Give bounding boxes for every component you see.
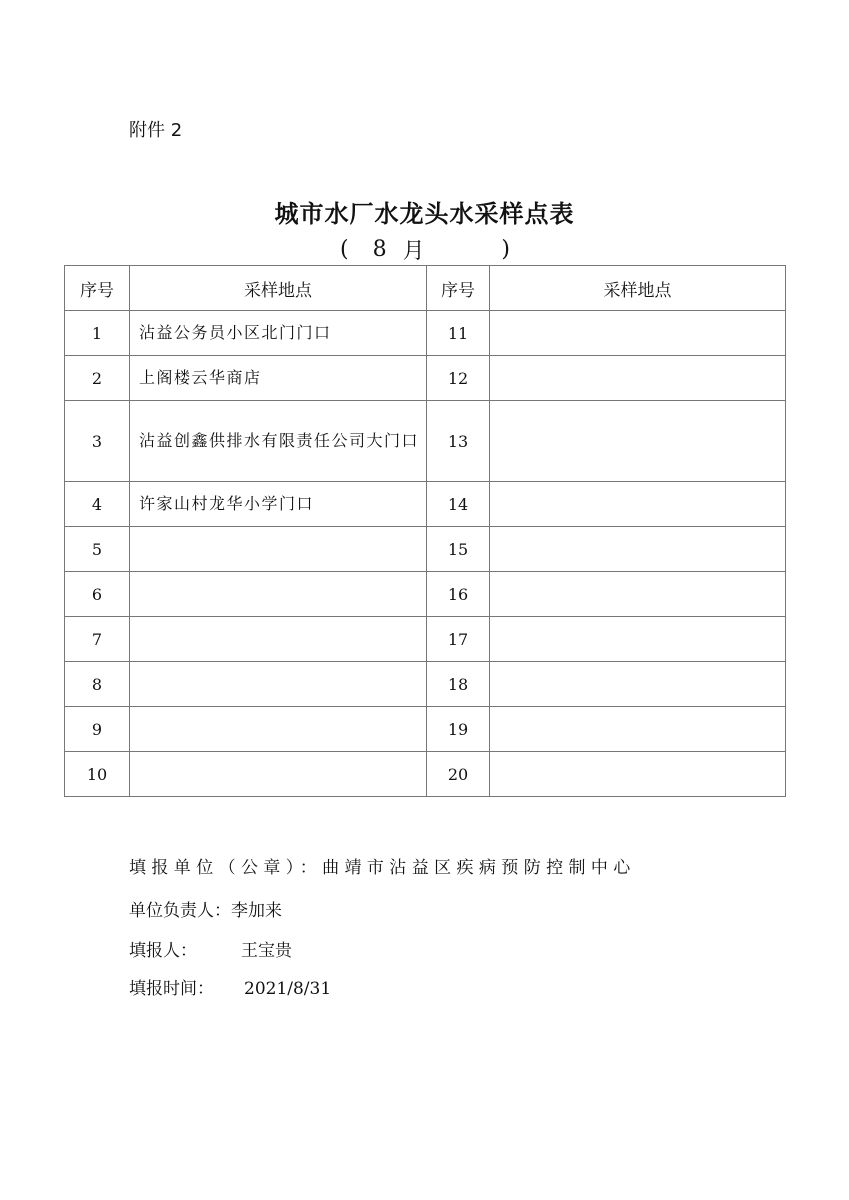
header-left-no: 序号 (65, 266, 130, 311)
date-line (129, 974, 331, 999)
row-left-loc (130, 527, 427, 572)
header-left-loc: 采样地点 (130, 266, 427, 311)
table-row (65, 482, 786, 527)
row-right-no: 20 (427, 752, 490, 797)
row-left-no: 8 (65, 662, 130, 707)
attachment-label: 附件 2 (129, 120, 183, 141)
row-right-loc (490, 311, 786, 356)
row-right-loc (490, 707, 786, 752)
row-right-loc (490, 752, 786, 797)
filler-line (129, 936, 292, 961)
page-title: 城市水厂水龙头水采样点表 (274, 200, 575, 228)
row-left-no: 9 (65, 707, 130, 752)
row-left-no: 1 (65, 311, 130, 356)
row-left-loc: 上阁楼云华商店 (130, 356, 427, 401)
row-left-loc (130, 662, 427, 707)
sampling-table (64, 265, 786, 797)
filler-label: 填报人： (129, 941, 197, 961)
row-right-loc (490, 401, 786, 482)
responsible-name: 李加来 (231, 901, 282, 921)
reporting-unit: 填报单位（公章）：曲靖市沾益区疾病预防控制中心 (129, 858, 636, 878)
row-right-loc (490, 662, 786, 707)
table-header-row (65, 266, 786, 311)
row-right-loc (490, 356, 786, 401)
row-right-no: 17 (427, 617, 490, 662)
row-left-loc: 沾益公务员小区北门门口 (130, 311, 427, 356)
row-left-loc (130, 572, 427, 617)
row-left-no: 2 (65, 356, 130, 401)
row-left-loc (130, 617, 427, 662)
row-right-no: 13 (427, 401, 490, 482)
row-right-loc (490, 527, 786, 572)
month-value: 8 (372, 237, 387, 262)
table-row (65, 356, 786, 401)
month-open-paren: ( (340, 237, 349, 262)
row-left-no: 10 (65, 752, 130, 797)
row-right-no: 15 (427, 527, 490, 572)
header-right-no: 序号 (427, 266, 490, 311)
table-row (65, 572, 786, 617)
row-right-no: 14 (427, 482, 490, 527)
row-left-no: 7 (65, 617, 130, 662)
table-row (65, 662, 786, 707)
row-right-no: 18 (427, 662, 490, 707)
row-right-loc (490, 482, 786, 527)
row-left-no: 3 (65, 401, 130, 482)
filler-name: 王宝贵 (241, 941, 292, 961)
row-right-no: 19 (427, 707, 490, 752)
row-left-no: 5 (65, 527, 130, 572)
month-unit: 月 (402, 239, 425, 264)
row-right-no: 11 (427, 311, 490, 356)
row-left-no: 4 (65, 482, 130, 527)
row-left-loc (130, 752, 427, 797)
row-right-no: 12 (427, 356, 490, 401)
date-label: 填报时间： (129, 979, 214, 999)
responsible-label: 单位负责人： (129, 901, 231, 921)
row-right-no: 16 (427, 572, 490, 617)
table-row (65, 707, 786, 752)
month-line (340, 234, 510, 265)
table-row (65, 752, 786, 797)
header-right-loc: 采样地点 (490, 266, 786, 311)
table-row (65, 617, 786, 662)
row-left-loc (130, 707, 427, 752)
date-value: 2021/8/31 (244, 979, 332, 999)
row-left-loc: 沾益创鑫供排水有限责任公司大门口 (130, 401, 427, 482)
table-row (65, 401, 786, 482)
row-left-no: 6 (65, 572, 130, 617)
responsible-line (129, 896, 282, 921)
table-row (65, 527, 786, 572)
month-close-paren: ) (501, 237, 510, 262)
row-right-loc (490, 572, 786, 617)
table-row (65, 311, 786, 356)
row-left-loc: 许家山村龙华小学门口 (130, 482, 427, 527)
row-right-loc (490, 617, 786, 662)
